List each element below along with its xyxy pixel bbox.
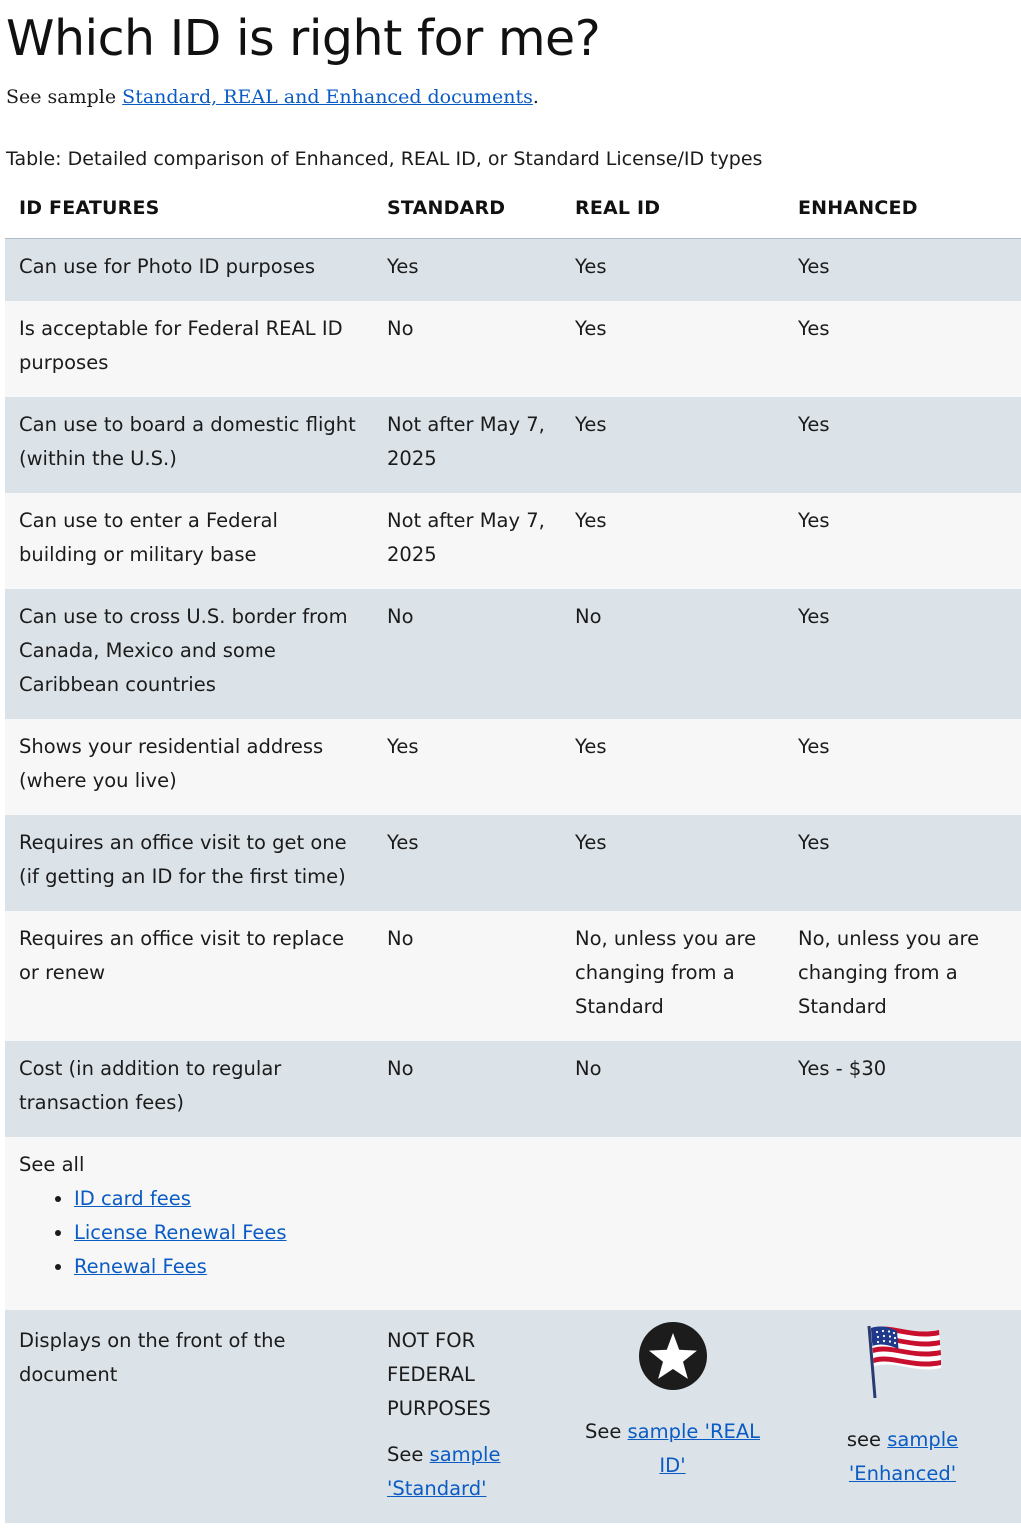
fees-label: See all	[19, 1153, 85, 1176]
intro-suffix: .	[532, 86, 539, 108]
display-row	[5, 1310, 1021, 1523]
table-row	[5, 397, 1021, 493]
real-id-cell: Yes	[561, 239, 784, 302]
list-item	[74, 1216, 1007, 1250]
enhanced-cell: Yes	[784, 239, 1021, 302]
real-id-cell: No, unless you are changing from a Standard	[561, 911, 784, 1041]
standard-cell: Yes	[373, 815, 561, 911]
sample-standard-link[interactable]: sample 'Standard'	[387, 1443, 501, 1500]
enhanced-cell: Yes	[784, 493, 1021, 589]
header-id-features: ID FEATURES	[5, 178, 373, 239]
sample-enhanced-link[interactable]: sample 'Enhanced'	[848, 1428, 959, 1485]
fees-row	[5, 1137, 1021, 1310]
feature-cell: Cost (in addition to regular transaction fees)	[5, 1041, 373, 1137]
list-item	[74, 1182, 1007, 1216]
table-row	[5, 301, 1021, 397]
standard-cell: No	[373, 911, 561, 1041]
feature-cell: Can use to cross U.S. border from Canada, Mexico and some Caribbean countries	[5, 589, 373, 719]
standard-display-cell	[373, 1310, 561, 1523]
standard-cell: Not after May 7, 2025	[373, 397, 561, 493]
intro-prefix: See sample	[6, 86, 123, 108]
table-row	[5, 719, 1021, 815]
fees-list	[19, 1182, 1007, 1284]
real-id-cell: No	[561, 1041, 784, 1137]
enhanced-sample-prefix: see	[846, 1428, 888, 1451]
page-title: Which ID is right for me?	[6, 10, 601, 67]
real-id-cell: Yes	[561, 719, 784, 815]
real-id-cell: Yes	[561, 815, 784, 911]
feature-cell: Displays on the front of the document	[5, 1310, 373, 1523]
feature-cell: Can use to board a domestic flight (within the U.S.)	[5, 397, 373, 493]
real-id-display-cell	[561, 1310, 784, 1523]
enhanced-cell: No, unless you are changing from a Standard	[784, 911, 1021, 1041]
table-header-row	[5, 178, 1021, 239]
header-standard: STANDARD	[373, 178, 561, 239]
enhanced-display-cell	[784, 1310, 1021, 1523]
id-comparison-table	[5, 178, 1021, 1523]
not-for-federal-purposes-text: NOT FOR FEDERAL PURPOSES	[387, 1329, 491, 1420]
standard-cell: Yes	[373, 719, 561, 815]
table-row	[5, 911, 1021, 1041]
enhanced-cell: Yes	[784, 589, 1021, 719]
fees-cell	[5, 1137, 1021, 1310]
standard-sample-line	[387, 1438, 547, 1506]
table-row	[5, 239, 1021, 302]
standard-sample-prefix: See	[387, 1443, 430, 1466]
real-id-cell: Yes	[561, 493, 784, 589]
intro-line	[6, 84, 539, 110]
real-id-cell: Yes	[561, 397, 784, 493]
standard-cell: No	[373, 1041, 561, 1137]
standard-cell: No	[373, 589, 561, 719]
id-card-fees-link[interactable]: ID card fees	[74, 1187, 191, 1210]
us-flag-icon	[861, 1322, 945, 1402]
feature-cell: Shows your residential address (where you live)	[5, 719, 373, 815]
header-real-id: REAL ID	[561, 178, 784, 239]
standard-cell: Yes	[373, 239, 561, 302]
feature-cell: Requires an office visit to replace or renew	[5, 911, 373, 1041]
table-row	[5, 589, 1021, 719]
table-row	[5, 815, 1021, 911]
enhanced-cell: Yes	[784, 719, 1021, 815]
table-row	[5, 1041, 1021, 1137]
table-caption: Table: Detailed comparison of Enhanced, REAL ID, or Standard License/ID types	[6, 148, 763, 170]
real-id-star-icon	[639, 1322, 707, 1390]
list-item	[74, 1250, 1007, 1284]
enhanced-cell: Yes	[784, 815, 1021, 911]
real-id-cell: Yes	[561, 301, 784, 397]
enhanced-sample-line	[798, 1423, 1007, 1491]
real-id-sample-line	[575, 1415, 770, 1483]
renewal-fees-link[interactable]: Renewal Fees	[74, 1255, 207, 1278]
enhanced-cell: Yes	[784, 301, 1021, 397]
sample-real-id-link[interactable]: sample 'REAL ID'	[627, 1420, 761, 1477]
enhanced-cell: Yes	[784, 397, 1021, 493]
sample-documents-link[interactable]: Standard, REAL and Enhanced documents	[122, 86, 533, 108]
real-id-cell: No	[561, 589, 784, 719]
feature-cell: Is acceptable for Federal REAL ID purposes	[5, 301, 373, 397]
feature-cell: Requires an office visit to get one (if getting an ID for the first time)	[5, 815, 373, 911]
feature-cell: Can use to enter a Federal building or military base	[5, 493, 373, 589]
standard-cell: No	[373, 301, 561, 397]
enhanced-cell: Yes - $30	[784, 1041, 1021, 1137]
real-id-sample-prefix: See	[584, 1420, 628, 1443]
standard-cell: Not after May 7, 2025	[373, 493, 561, 589]
table-row	[5, 493, 1021, 589]
header-enhanced: ENHANCED	[784, 178, 1021, 239]
license-renewal-fees-link[interactable]: License Renewal Fees	[74, 1221, 287, 1244]
feature-cell: Can use for Photo ID purposes	[5, 239, 373, 302]
